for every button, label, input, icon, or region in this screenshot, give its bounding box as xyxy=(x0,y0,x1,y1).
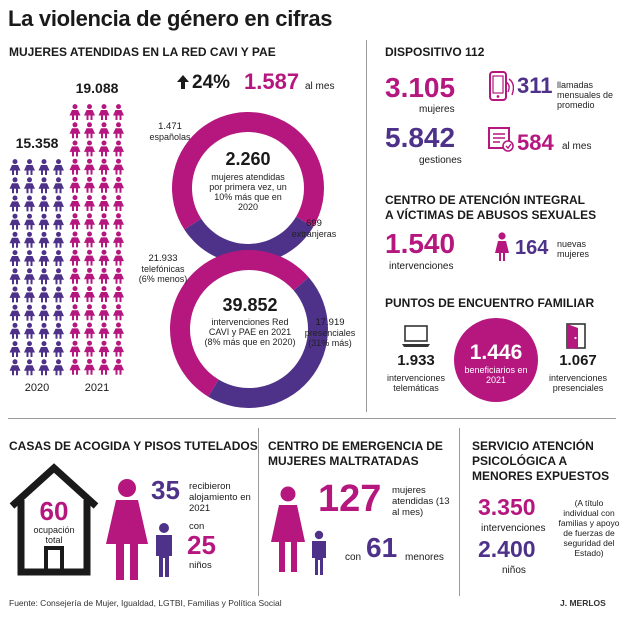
woman-pictogram xyxy=(10,231,21,247)
woman-pictogram xyxy=(70,177,81,193)
door-icon xyxy=(564,322,588,355)
woman-pictogram xyxy=(84,268,95,284)
casas-housed-label: recibieron alojamiento en 2021 xyxy=(189,481,251,514)
woman-pictogram xyxy=(24,213,35,229)
woman-pictogram xyxy=(24,341,35,357)
woman-pictogram xyxy=(99,159,110,175)
woman-pictogram xyxy=(84,286,95,302)
column-divider xyxy=(366,40,367,412)
woman-pictogram xyxy=(10,359,21,375)
woman-pictogram xyxy=(84,141,95,157)
woman-pictogram xyxy=(10,213,21,229)
emergencia-heading-line1: CENTRO DE EMERGENCIA DE xyxy=(268,439,443,453)
dispositivo-heading: DISPOSITIVO 112 xyxy=(385,45,485,59)
woman-pictogram xyxy=(99,268,110,284)
woman-pictogram xyxy=(113,323,124,339)
woman-pictogram xyxy=(70,250,81,266)
woman-pictogram xyxy=(39,177,50,193)
woman-pictogram xyxy=(39,286,50,302)
woman-pictogram xyxy=(113,268,124,284)
woman-pictogram xyxy=(24,268,35,284)
casas-kids-prefix: con xyxy=(189,521,205,532)
abusos-heading-line2: A VÍCTIMAS DE ABUSOS SEXUALES xyxy=(385,208,597,222)
abusos-heading-line1: CENTRO DE ATENCIÓN INTEGRAL xyxy=(385,193,585,207)
bar-category-2021: 2021 xyxy=(84,382,110,394)
woman-pictogram xyxy=(39,213,50,229)
woman-pictogram xyxy=(10,304,21,320)
donut1-center-value: 2.260 xyxy=(225,149,271,169)
woman-pictogram xyxy=(39,195,50,211)
woman-pictogram xyxy=(10,268,21,284)
psico-heading-line1: SERVICIO ATENCIÓN xyxy=(472,439,594,453)
woman-pictogram xyxy=(113,122,124,138)
donut1-foreign-callout xyxy=(286,218,342,239)
phone-icon xyxy=(484,70,514,109)
laptop-icon xyxy=(401,324,431,353)
dispositivo-gestiones-value: 5.842 xyxy=(385,122,456,153)
woman-pictogram xyxy=(53,250,64,266)
woman-icon xyxy=(494,232,510,267)
dispositivo-gestiones-label: gestiones xyxy=(419,155,462,166)
psico-label2: niños xyxy=(502,565,526,576)
psico-value2: 2.400 xyxy=(478,536,536,562)
woman-pictogram xyxy=(113,141,124,157)
bottom-divider-1 xyxy=(258,428,259,596)
woman-pictogram xyxy=(70,195,81,211)
woman-pictogram xyxy=(10,250,21,266)
woman-pictogram xyxy=(99,104,110,120)
woman-icon-emergency xyxy=(270,486,306,579)
woman-pictogram xyxy=(113,104,124,120)
casas-kids-value: 25 xyxy=(187,530,216,560)
woman-pictogram xyxy=(70,268,81,284)
foreign-label: extranjeras xyxy=(291,229,337,239)
woman-pictogram xyxy=(24,250,35,266)
woman-pictogram xyxy=(53,231,64,247)
woman-pictogram xyxy=(99,141,110,157)
woman-pictogram xyxy=(113,232,124,248)
phone-label: telefónicas (6% menos) xyxy=(138,264,188,284)
increase-arrow-icon xyxy=(176,74,190,95)
woman-pictogram xyxy=(99,195,110,211)
woman-pictogram xyxy=(113,177,124,193)
psico-heading-line2: PSICOLÓGICA A xyxy=(472,454,568,468)
woman-pictogram xyxy=(84,232,95,248)
woman-pictogram xyxy=(70,104,81,120)
woman-pictogram xyxy=(10,195,21,211)
woman-pictogram xyxy=(84,359,95,375)
woman-pictogram xyxy=(113,341,124,357)
woman-pictogram xyxy=(10,286,21,302)
woman-pictogram xyxy=(84,341,95,357)
woman-pictogram xyxy=(84,195,95,211)
monthly-women-value: 1.587 xyxy=(244,69,300,94)
woman-pictogram xyxy=(39,159,50,175)
woman-pictogram xyxy=(39,341,50,357)
woman-pictogram xyxy=(53,177,64,193)
woman-pictogram xyxy=(39,268,50,284)
inperson-value: 17.919 xyxy=(315,317,345,328)
woman-pictogram xyxy=(84,104,95,120)
puntos-inperson-value: 1.067 xyxy=(559,352,597,369)
dispositivo-calls-value: 311 xyxy=(517,73,553,98)
woman-pictogram xyxy=(70,323,81,339)
section-divider xyxy=(8,418,616,419)
woman-pictogram xyxy=(24,231,35,247)
woman-pictogram xyxy=(70,122,81,138)
casas-occupancy-value: 60 xyxy=(39,496,69,526)
emergencia-label: mujeres atendidas (13 al mes) xyxy=(392,485,450,518)
woman-pictogram xyxy=(70,286,81,302)
woman-pictogram xyxy=(70,341,81,357)
woman-pictogram xyxy=(99,323,110,339)
bar-category-2020: 2020 xyxy=(24,382,50,394)
pictogram-bar-2020 xyxy=(8,158,66,377)
child-icon-emergency xyxy=(309,530,329,581)
woman-pictogram xyxy=(39,231,50,247)
woman-pictogram xyxy=(84,159,95,175)
woman-pictogram xyxy=(84,122,95,138)
woman-pictogram xyxy=(84,177,95,193)
donut1-spanish-callout xyxy=(148,121,192,142)
bar-value-2020: 15.358 xyxy=(15,134,59,151)
pictogram-bar-2021 xyxy=(68,103,126,376)
spanish-value: 1.471 xyxy=(158,121,182,132)
dispositivo-monthly-label: al mes xyxy=(562,141,592,152)
woman-pictogram xyxy=(10,177,21,193)
donut2-phone-callout xyxy=(138,253,188,284)
emergencia-heading-line2: MUJERES MALTRATADAS xyxy=(268,454,419,468)
woman-pictogram xyxy=(24,286,35,302)
woman-pictogram xyxy=(99,250,110,266)
abusos-new-label: nuevas mujeres xyxy=(557,239,590,259)
donut2-inperson-callout xyxy=(302,317,358,348)
woman-pictogram xyxy=(113,195,124,211)
woman-pictogram xyxy=(24,304,35,320)
donut2-center-text: intervenciones Red CAVI y PAE en 2021 (8% más que en 2020) xyxy=(204,317,296,347)
abusos-new-value: 164 xyxy=(515,237,549,259)
woman-pictogram xyxy=(24,159,35,175)
woman-pictogram xyxy=(113,250,124,266)
abusos-label: intervenciones xyxy=(389,261,454,272)
woman-pictogram xyxy=(39,304,50,320)
spanish-label: españolas xyxy=(149,132,191,142)
woman-pictogram xyxy=(113,159,124,175)
psico-label1: intervenciones xyxy=(481,523,546,534)
dispositivo-monthly-value: 584 xyxy=(517,130,554,155)
donut1-center-text: mujeres atendidas por primera vez, un 10% más que en 2020 xyxy=(209,172,287,212)
woman-pictogram xyxy=(84,304,95,320)
woman-pictogram xyxy=(53,268,64,284)
woman-pictogram xyxy=(84,250,95,266)
woman-pictogram xyxy=(84,213,95,229)
puntos-telematic-label: intervenciones telemáticas xyxy=(386,373,446,393)
phone-value: 21.933 xyxy=(148,253,178,264)
woman-pictogram xyxy=(99,359,110,375)
woman-pictogram xyxy=(113,213,124,229)
footer-source: Fuente: Consejería de Mujer, Igualdad, LGTBI, Familias y Política Social xyxy=(9,598,282,608)
dispositivo-calls-label: llamadas mensuales de promedio xyxy=(557,80,614,110)
woman-pictogram xyxy=(10,322,21,338)
woman-pictogram xyxy=(53,286,64,302)
puntos-benef-label: beneficiarios en 2021 xyxy=(464,365,528,385)
casas-heading: CASAS DE ACOGIDA Y PISOS TUTELADOS xyxy=(9,439,258,453)
footer-credit: J. MERLOS xyxy=(560,598,606,608)
woman-pictogram xyxy=(53,213,64,229)
puntos-heading: PUNTOS DE ENCUENTRO FAMILIAR xyxy=(385,296,595,310)
woman-pictogram xyxy=(70,359,81,375)
woman-pictogram xyxy=(113,304,124,320)
woman-pictogram xyxy=(39,322,50,338)
emergencia-value: 127 xyxy=(318,478,382,520)
woman-pictogram xyxy=(24,359,35,375)
woman-pictogram xyxy=(99,122,110,138)
woman-pictogram xyxy=(99,341,110,357)
child-icon xyxy=(152,522,176,583)
casas-housed-value: 35 xyxy=(151,475,180,505)
woman-pictogram xyxy=(39,359,50,375)
woman-pictogram xyxy=(24,195,35,211)
woman-pictogram xyxy=(113,286,124,302)
foreign-value: 699 xyxy=(306,218,322,229)
psico-heading-line3: MENORES EXPUESTOS xyxy=(472,469,610,483)
woman-pictogram xyxy=(53,195,64,211)
woman-large-icon xyxy=(104,478,150,587)
casas-kids-label: niños xyxy=(189,560,212,571)
woman-pictogram xyxy=(53,159,64,175)
woman-pictogram xyxy=(99,286,110,302)
woman-pictogram xyxy=(39,250,50,266)
donut2-center-value: 39.852 xyxy=(222,295,278,315)
woman-pictogram xyxy=(10,159,21,175)
psico-note: (A título individual con familias y apoyo de fuerzas de seguridad del Estado) xyxy=(558,498,620,558)
emergencia-kids-label: menores xyxy=(405,552,444,563)
women-pictogram-chart xyxy=(6,68,130,398)
woman-pictogram xyxy=(53,341,64,357)
inperson-label: presenciales (31% más) xyxy=(304,328,356,348)
increase-percent: 24% xyxy=(192,72,231,93)
puntos-inperson-label: intervenciones presenciales xyxy=(548,373,608,393)
emergencia-kids-value: 61 xyxy=(366,532,398,563)
monthly-women-label: al mes xyxy=(305,81,335,92)
woman-pictogram xyxy=(70,159,81,175)
woman-pictogram xyxy=(53,304,64,320)
woman-pictogram xyxy=(99,304,110,320)
abusos-value: 1.540 xyxy=(385,228,456,259)
woman-pictogram xyxy=(70,213,81,229)
casas-occupancy-label: ocupación total xyxy=(33,525,75,545)
woman-pictogram xyxy=(84,323,95,339)
puntos-telematic-value: 1.933 xyxy=(397,352,435,369)
woman-pictogram xyxy=(53,322,64,338)
woman-pictogram xyxy=(10,341,21,357)
bar-value-2021: 19.088 xyxy=(75,80,119,96)
woman-pictogram xyxy=(99,232,110,248)
red-cavi-heading: MUJERES ATENDIDAS EN LA RED CAVI Y PAE xyxy=(9,45,276,59)
woman-pictogram xyxy=(70,232,81,248)
woman-pictogram xyxy=(24,177,35,193)
dispositivo-women-label: mujeres xyxy=(419,104,455,115)
woman-pictogram xyxy=(99,177,110,193)
woman-pictogram xyxy=(99,213,110,229)
dispositivo-women-value: 3.105 xyxy=(385,72,456,103)
bottom-divider-2 xyxy=(459,428,460,596)
woman-pictogram xyxy=(24,322,35,338)
psico-value1: 3.350 xyxy=(478,494,536,520)
woman-pictogram xyxy=(70,141,81,157)
page-title: La violencia de género en cifras xyxy=(8,6,333,31)
woman-pictogram xyxy=(53,359,64,375)
document-icon xyxy=(486,125,516,158)
woman-pictogram xyxy=(70,304,81,320)
emergencia-kids-prefix: con xyxy=(345,552,362,563)
woman-pictogram xyxy=(113,359,124,375)
puntos-benef-value: 1.446 xyxy=(469,341,523,364)
